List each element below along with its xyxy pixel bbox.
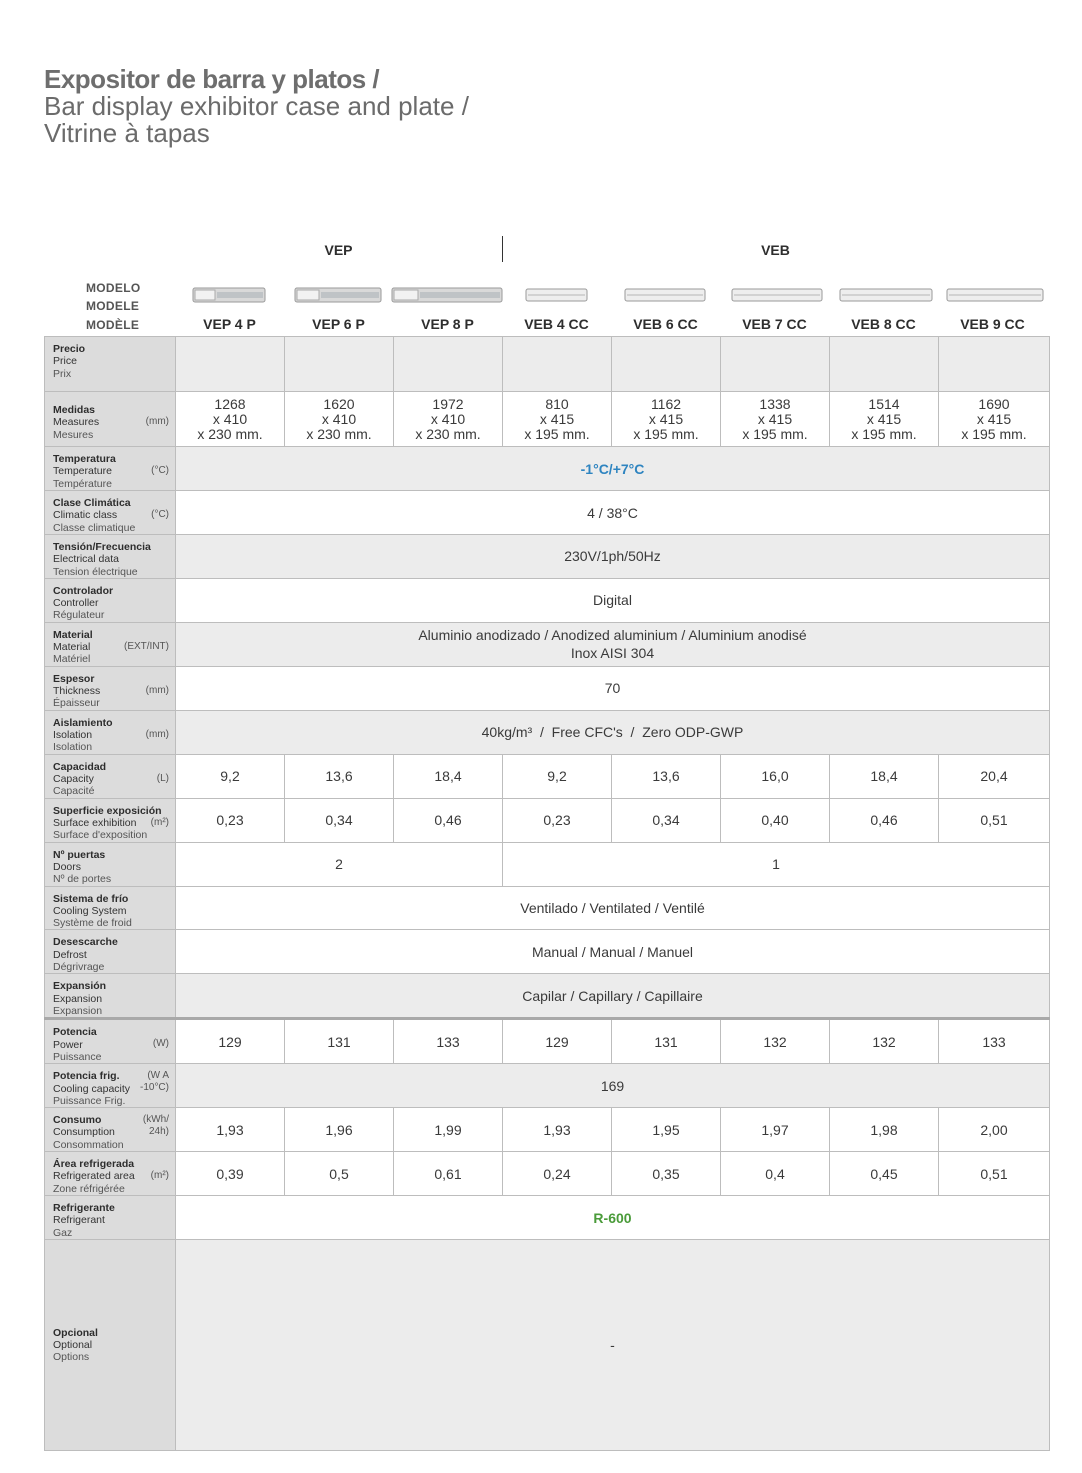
surface-cell: 0,51: [939, 798, 1050, 842]
product-image-vep6p: [294, 284, 382, 306]
capacity-cell: 20,4: [939, 754, 1050, 798]
row-label: Nº puertas Doors Nº de portes: [45, 842, 176, 886]
row-price: [45, 337, 1050, 392]
area-cell: 0,35: [612, 1152, 721, 1196]
row-optional: [45, 1240, 1050, 1451]
thickness-value: 70: [176, 666, 1050, 710]
consumption-cell: 1,97: [721, 1108, 830, 1152]
row-label: Capacidad Capacity Capacité (L): [45, 754, 176, 798]
group-veb: VEB: [761, 242, 790, 258]
row-label: Precio Price Prix: [45, 337, 176, 392]
consumption-cell: 1,99: [394, 1108, 503, 1152]
row-cooling-capacity: [45, 1064, 1050, 1108]
price-cell: [830, 337, 939, 392]
surface-cell: 0,23: [503, 798, 612, 842]
measures-cell: 1338 x 415 x 195 mm.: [721, 392, 830, 447]
row-surface: [45, 798, 1050, 842]
row-label: Aislamiento Isolation Isolation (mm): [45, 710, 176, 754]
capacity-cell: 13,6: [612, 754, 721, 798]
product-image-vep4p: [192, 284, 266, 306]
model-name: VEP 8 P: [421, 316, 474, 332]
power-cell: 131: [612, 1019, 721, 1064]
model-name: VEP 4 P: [203, 316, 256, 332]
area-cell: 0,5: [285, 1152, 394, 1196]
capacity-cell: 13,6: [285, 754, 394, 798]
row-cooling-system: [45, 886, 1050, 930]
row-label: Controlador Controller Régulateur: [45, 578, 176, 622]
row-thickness: [45, 666, 1050, 710]
row-defrost: [45, 930, 1050, 974]
capacity-cell: 18,4: [830, 754, 939, 798]
measures-cell: 1268 x 410 x 230 mm.: [176, 392, 285, 447]
electrical-value: 230V/1ph/50Hz: [176, 535, 1050, 579]
row-label: Superficie exposición Surface exhibition Surface d'exposition (m²): [45, 798, 176, 842]
row-capacity: [45, 754, 1050, 798]
refrigerant-value: R-600: [176, 1196, 1050, 1240]
area-cell: 0,24: [503, 1152, 612, 1196]
row-label: Opcional Optional Options: [45, 1240, 176, 1451]
row-material: [45, 622, 1050, 666]
capacity-cell: 9,2: [176, 754, 285, 798]
measures-cell: 1514 x 415 x 195 mm.: [830, 392, 939, 447]
optional-value: -: [176, 1240, 1050, 1451]
surface-cell: 0,34: [285, 798, 394, 842]
product-image-vep8p: [391, 284, 503, 306]
area-cell: 0,61: [394, 1152, 503, 1196]
row-label: Temperatura Temperature Température (°C): [45, 447, 176, 491]
price-cell: [176, 337, 285, 392]
defrost-value: Manual / Manual / Manuel: [176, 930, 1050, 974]
row-climatic-class: [45, 491, 1050, 535]
capacity-cell: 18,4: [394, 754, 503, 798]
surface-cell: 0,46: [394, 798, 503, 842]
model-name: VEB 9 CC: [960, 316, 1025, 332]
capacity-cell: 9,2: [503, 754, 612, 798]
surface-cell: 0,34: [612, 798, 721, 842]
consumption-cell: 1,93: [503, 1108, 612, 1152]
row-label: Clase Climática Climatic class Classe climatique (°C): [45, 491, 176, 535]
model-label-fr-accent: MODÈLE: [86, 318, 140, 332]
row-label: Potencia Power Puissance (W): [45, 1019, 176, 1064]
row-isolation: [45, 710, 1050, 754]
row-power: [45, 1019, 1050, 1064]
model-label-es: MODELO: [86, 281, 141, 295]
capacity-cell: 16,0: [721, 754, 830, 798]
price-cell: [721, 337, 830, 392]
controller-value: Digital: [176, 578, 1050, 622]
title-fr: Vitrine à tapas: [44, 118, 210, 148]
area-cell: 0,51: [939, 1152, 1050, 1196]
row-label: Área refrigerada Refrigerated area Zone réfrigérée (m²): [45, 1152, 176, 1196]
product-image-veb8cc: [839, 284, 933, 306]
model-name: VEB 7 CC: [742, 316, 807, 332]
measures-cell: 1620 x 410 x 230 mm.: [285, 392, 394, 447]
row-label: Refrigerante Refrigerant Gaz: [45, 1196, 176, 1240]
area-cell: 0,4: [721, 1152, 830, 1196]
product-image-veb7cc: [731, 284, 823, 306]
cooling-capacity-value: 169: [176, 1064, 1050, 1108]
row-label: Espesor Thickness Épaisseur (mm): [45, 666, 176, 710]
isolation-value: 40kg/m³ / Free CFC's / Zero ODP-GWP: [176, 710, 1050, 754]
doors-veb: 1: [503, 842, 1050, 886]
row-refrigerant: [45, 1196, 1050, 1240]
row-refrigerated-area: [45, 1152, 1050, 1196]
material-value: Aluminio anodizado / Anodized aluminium / Aluminium anodisé Inox AISI 304: [176, 622, 1050, 666]
row-electrical: [45, 535, 1050, 579]
model-name: VEB 6 CC: [633, 316, 698, 332]
row-label: Material Material Matériel (EXT/INT): [45, 622, 176, 666]
row-label: Tensión/Frecuencia Electrical data Tension électrique: [45, 535, 176, 579]
measures-cell: 810 x 415 x 195 mm.: [503, 392, 612, 447]
consumption-cell: 2,00: [939, 1108, 1050, 1152]
surface-cell: 0,23: [176, 798, 285, 842]
row-label: Sistema de frío Cooling System Système de froid: [45, 886, 176, 930]
model-label-fr: MODELE: [86, 299, 140, 313]
row-label: Desescarche Defrost Dégrivrage: [45, 930, 176, 974]
product-image-veb4cc: [525, 284, 588, 306]
cooling-system-value: Ventilado / Ventilated / Ventilé: [176, 886, 1050, 930]
consumption-cell: 1,95: [612, 1108, 721, 1152]
row-measures: [45, 392, 1050, 447]
model-name: VEB 8 CC: [851, 316, 916, 332]
row-label: Medidas Measures Mesures (mm): [45, 392, 176, 447]
product-image-veb6cc: [624, 284, 706, 306]
price-cell: [285, 337, 394, 392]
temperature-value: -1°C/+7°C: [176, 447, 1050, 491]
price-cell: [939, 337, 1050, 392]
product-image-veb9cc: [946, 284, 1044, 306]
area-cell: 0,39: [176, 1152, 285, 1196]
price-cell: [394, 337, 503, 392]
power-cell: 129: [503, 1019, 612, 1064]
surface-cell: 0,40: [721, 798, 830, 842]
model-name: VEB 4 CC: [524, 316, 589, 332]
row-controller: [45, 578, 1050, 622]
row-consumption: [45, 1108, 1050, 1152]
consumption-cell: 1,98: [830, 1108, 939, 1152]
power-cell: 131: [285, 1019, 394, 1064]
row-doors: [45, 842, 1050, 886]
expansion-value: Capilar / Capillary / Capillaire: [176, 974, 1050, 1019]
model-name: VEP 6 P: [312, 316, 365, 332]
row-label: Expansión Expansion Expansion: [45, 974, 176, 1019]
doors-vep: 2: [176, 842, 503, 886]
row-label: Consumo Consumption Consommation (kWh/ 24h): [45, 1108, 176, 1152]
row-temperature: [45, 447, 1050, 491]
measures-cell: 1162 x 415 x 195 mm.: [612, 392, 721, 447]
price-cell: [612, 337, 721, 392]
spec-table: [44, 336, 1050, 1451]
group-vep: VEP: [324, 242, 353, 258]
title-es: Expositor de barra y platos /: [44, 64, 380, 94]
power-cell: 132: [721, 1019, 830, 1064]
measures-cell: 1972 x 410 x 230 mm.: [394, 392, 503, 447]
surface-cell: 0,46: [830, 798, 939, 842]
power-cell: 132: [830, 1019, 939, 1064]
measures-cell: 1690 x 415 x 195 mm.: [939, 392, 1050, 447]
power-cell: 129: [176, 1019, 285, 1064]
climatic-class-value: 4 / 38°C: [176, 491, 1050, 535]
row-label: Potencia frig. Cooling capacity Puissance Frig. (W A -10°C): [45, 1064, 176, 1108]
consumption-cell: 1,93: [176, 1108, 285, 1152]
area-cell: 0,45: [830, 1152, 939, 1196]
consumption-cell: 1,96: [285, 1108, 394, 1152]
title-en: Bar display exhibitor case and plate /: [44, 91, 469, 121]
price-cell: [503, 337, 612, 392]
power-cell: 133: [939, 1019, 1050, 1064]
page-title: [44, 66, 469, 147]
power-cell: 133: [394, 1019, 503, 1064]
row-expansion: [45, 974, 1050, 1019]
